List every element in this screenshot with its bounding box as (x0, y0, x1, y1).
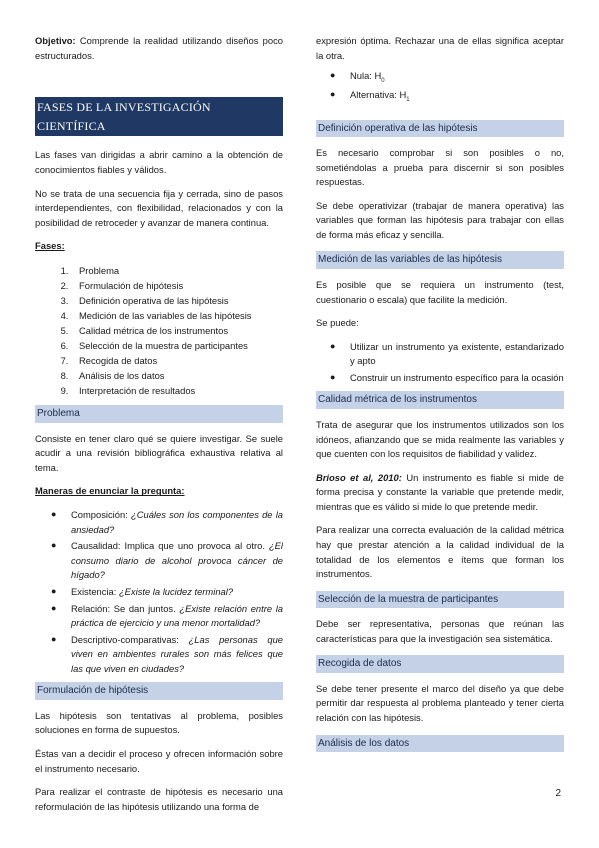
list-item (51, 633, 283, 677)
section-title-problema: Problema (35, 405, 283, 423)
section-title-analisis: Análisis de los datos (316, 735, 564, 753)
calidad-definition: Un instrumento es fiable si mide de forma precisa y constante la variable que pretende medir, mientras que es válido si mide lo que pretende medir. (316, 471, 564, 512)
section-title-seleccion: Selección de la muestra de participantes (316, 591, 564, 609)
phases-heading: Fases: (35, 240, 65, 252)
item-text: Utilizar un instrumento ya existente, estandarizado y apto (350, 340, 564, 367)
bullet-icon: ● (51, 585, 57, 596)
list-item (330, 69, 564, 86)
hyp-null-sub: 0 (381, 78, 385, 85)
list-item (51, 508, 283, 537)
hypothesis-types-list (316, 69, 564, 105)
section-title-recogida: Recogida de datos (316, 655, 564, 673)
item-label: Causalidad: Implica que uno provoca al otro. (71, 540, 269, 552)
phase-item: 9. Interpretación de resultados (71, 383, 283, 398)
formulacion-paragraph-2: Éstas van a decidir el proceso y ofrecen información sobre el instrumento necesario. (35, 748, 283, 774)
calidad-paragraph-3: Para realizar una correcta evaluación de la calidad métrica hay que prestar atención a la calidad individual de la totalidad de los elementos e ítems que forman los instrumentos. (316, 524, 564, 580)
item-example: ¿El consumo diario de alcohol provoca cáncer de hígado? (71, 540, 283, 581)
medicion-paragraph-1: Es posible que se requiera un instrumento (test, cuestionario o escala) que facilite la medición. (316, 278, 564, 305)
phase-item: 7. Recogida de datos (71, 353, 283, 368)
section-banner: FASES DE LA INVESTIGACIÓN CIENTÍFICA (35, 97, 283, 136)
seleccion-paragraph: Debe ser representativa, personas que reúnan las características para que la investigación sea sistemática. (316, 618, 564, 644)
list-item (330, 340, 564, 369)
hyp-alt-label: Alternativa: H (350, 89, 407, 101)
calidad-paragraph-2 (316, 471, 564, 515)
phases-list (35, 263, 283, 398)
formulacion-paragraph-3: Para realizar el contraste de hipótesis es necesario una reformulación de las hipótesis utilizando una forma de (35, 786, 283, 812)
maneras-list (35, 508, 283, 676)
recogida-paragraph: Se debe tener presente el marco del diseño ya que debe permitir dar respuesta al problema planteado y tener cierta relación con las hipótesis. (316, 682, 564, 724)
bullet-icon: ● (330, 70, 336, 81)
item-example: ¿Las personas que viven en ambientes rurales son más felices que las que viven en ciudades? (71, 633, 283, 674)
bullet-icon: ● (330, 89, 336, 100)
calidad-paragraph-1: Trata de asegurar que los instrumentos utilizados son los idóneos, afianzando que se mida realmente las variables y que cuenten con los requisitos de fiabilidad y validez. (316, 418, 564, 460)
item-label: Relación: Se dan juntos. (71, 602, 180, 614)
list-item (51, 585, 283, 600)
item-example: ¿Cuáles son los componentes de la ansiedad? (71, 509, 283, 535)
maneras-heading: Maneras de enunciar la pregunta: (35, 485, 185, 497)
item-example: ¿Existe relación entre la práctica de ejercicio y una menor mortalidad? (71, 602, 283, 629)
right-column (316, 34, 564, 761)
phase-item: 3. Definición operativa de las hipótesis (71, 293, 283, 308)
phase-item: 2. Formulación de hipótesis (71, 278, 283, 293)
calidad-citation: Brioso et al, 2010: (316, 471, 402, 483)
item-example: ¿Existe la lucidez terminal? (118, 585, 234, 597)
objective-text: Comprende la realidad utilizando diseños poco estructurados. (35, 35, 283, 61)
list-item (330, 88, 564, 105)
phase-item: 5. Calidad métrica de los instrumentos (71, 323, 283, 338)
bullet-icon: ● (51, 540, 57, 551)
phase-item: 1. Problema (71, 263, 283, 278)
hyp-null-label: Nula: H (350, 70, 382, 82)
list-item (51, 539, 283, 583)
definicion-paragraph-2: Se debe operativizar (trabajar de manera operativa) las variables que forman las hipótesis para trabajar con ellas de forma más eficaz y sencilla. (316, 199, 564, 240)
section-title-medicion: Medición de las variables de las hipótesis (316, 251, 564, 269)
bullet-icon: ● (330, 340, 336, 351)
intro-paragraph-1: Las fases van dirigidas a abrir camino a la obtención de conocimientos fiables y válidos. (35, 149, 283, 175)
phase-item: 4. Medición de las variables de las hipótesis (71, 308, 283, 323)
bullet-icon: ● (51, 602, 57, 613)
medicion-list (316, 340, 564, 386)
item-label: Existencia: (71, 585, 119, 597)
phase-item: 6. Selección de la muestra de participantes (71, 338, 283, 353)
section-title-formulacion: Formulación de hipótesis (35, 682, 283, 700)
list-item (330, 371, 564, 386)
bullet-icon: ● (330, 371, 336, 382)
continuation-paragraph: expresión óptima. Rechazar una de ellas significa aceptar la otra. (316, 35, 564, 61)
phase-item: 8. Análisis de los datos (71, 368, 283, 383)
bullet-icon: ● (51, 633, 57, 644)
list-item (51, 602, 283, 631)
item-label: Descriptivo-comparativas: (71, 633, 189, 645)
objective-label: Objetivo: (35, 35, 76, 46)
left-column (35, 34, 283, 823)
definicion-paragraph-1: Es necesario comprobar si son posibles o no, sometiéndolas a prueba para discernir si son posibles respuestas. (316, 147, 564, 188)
medicion-paragraph-2: Se puede: (316, 317, 359, 329)
page-number: 2 (555, 788, 561, 799)
objective-paragraph (35, 34, 283, 63)
section-title-definicion: Definición operativa de las hipótesis (316, 120, 564, 138)
hyp-alt-sub: 1 (406, 97, 410, 104)
item-label: Composición: (71, 509, 131, 521)
bullet-icon: ● (51, 509, 57, 520)
item-text: Construir un instrumento específico para la ocasión (350, 371, 564, 383)
section-title-calidad: Calidad métrica de los instrumentos (316, 391, 564, 409)
formulacion-paragraph-1: Las hipótesis son tentativas al problema, posibles soluciones en forma de supuestos. (35, 709, 283, 736)
intro-paragraph-2: No se trata de una secuencia fija y cerrada, sino de pasos interdependientes, con flexibilidad, relacionados y con la posibilidad de retroceder y avanzar de manera continua. (35, 187, 283, 228)
problema-paragraph: Consiste en tener claro qué se quiere investigar. Se suele acudir a una revisión bibliográfica exhaustiva relativa al tema. (35, 432, 283, 473)
